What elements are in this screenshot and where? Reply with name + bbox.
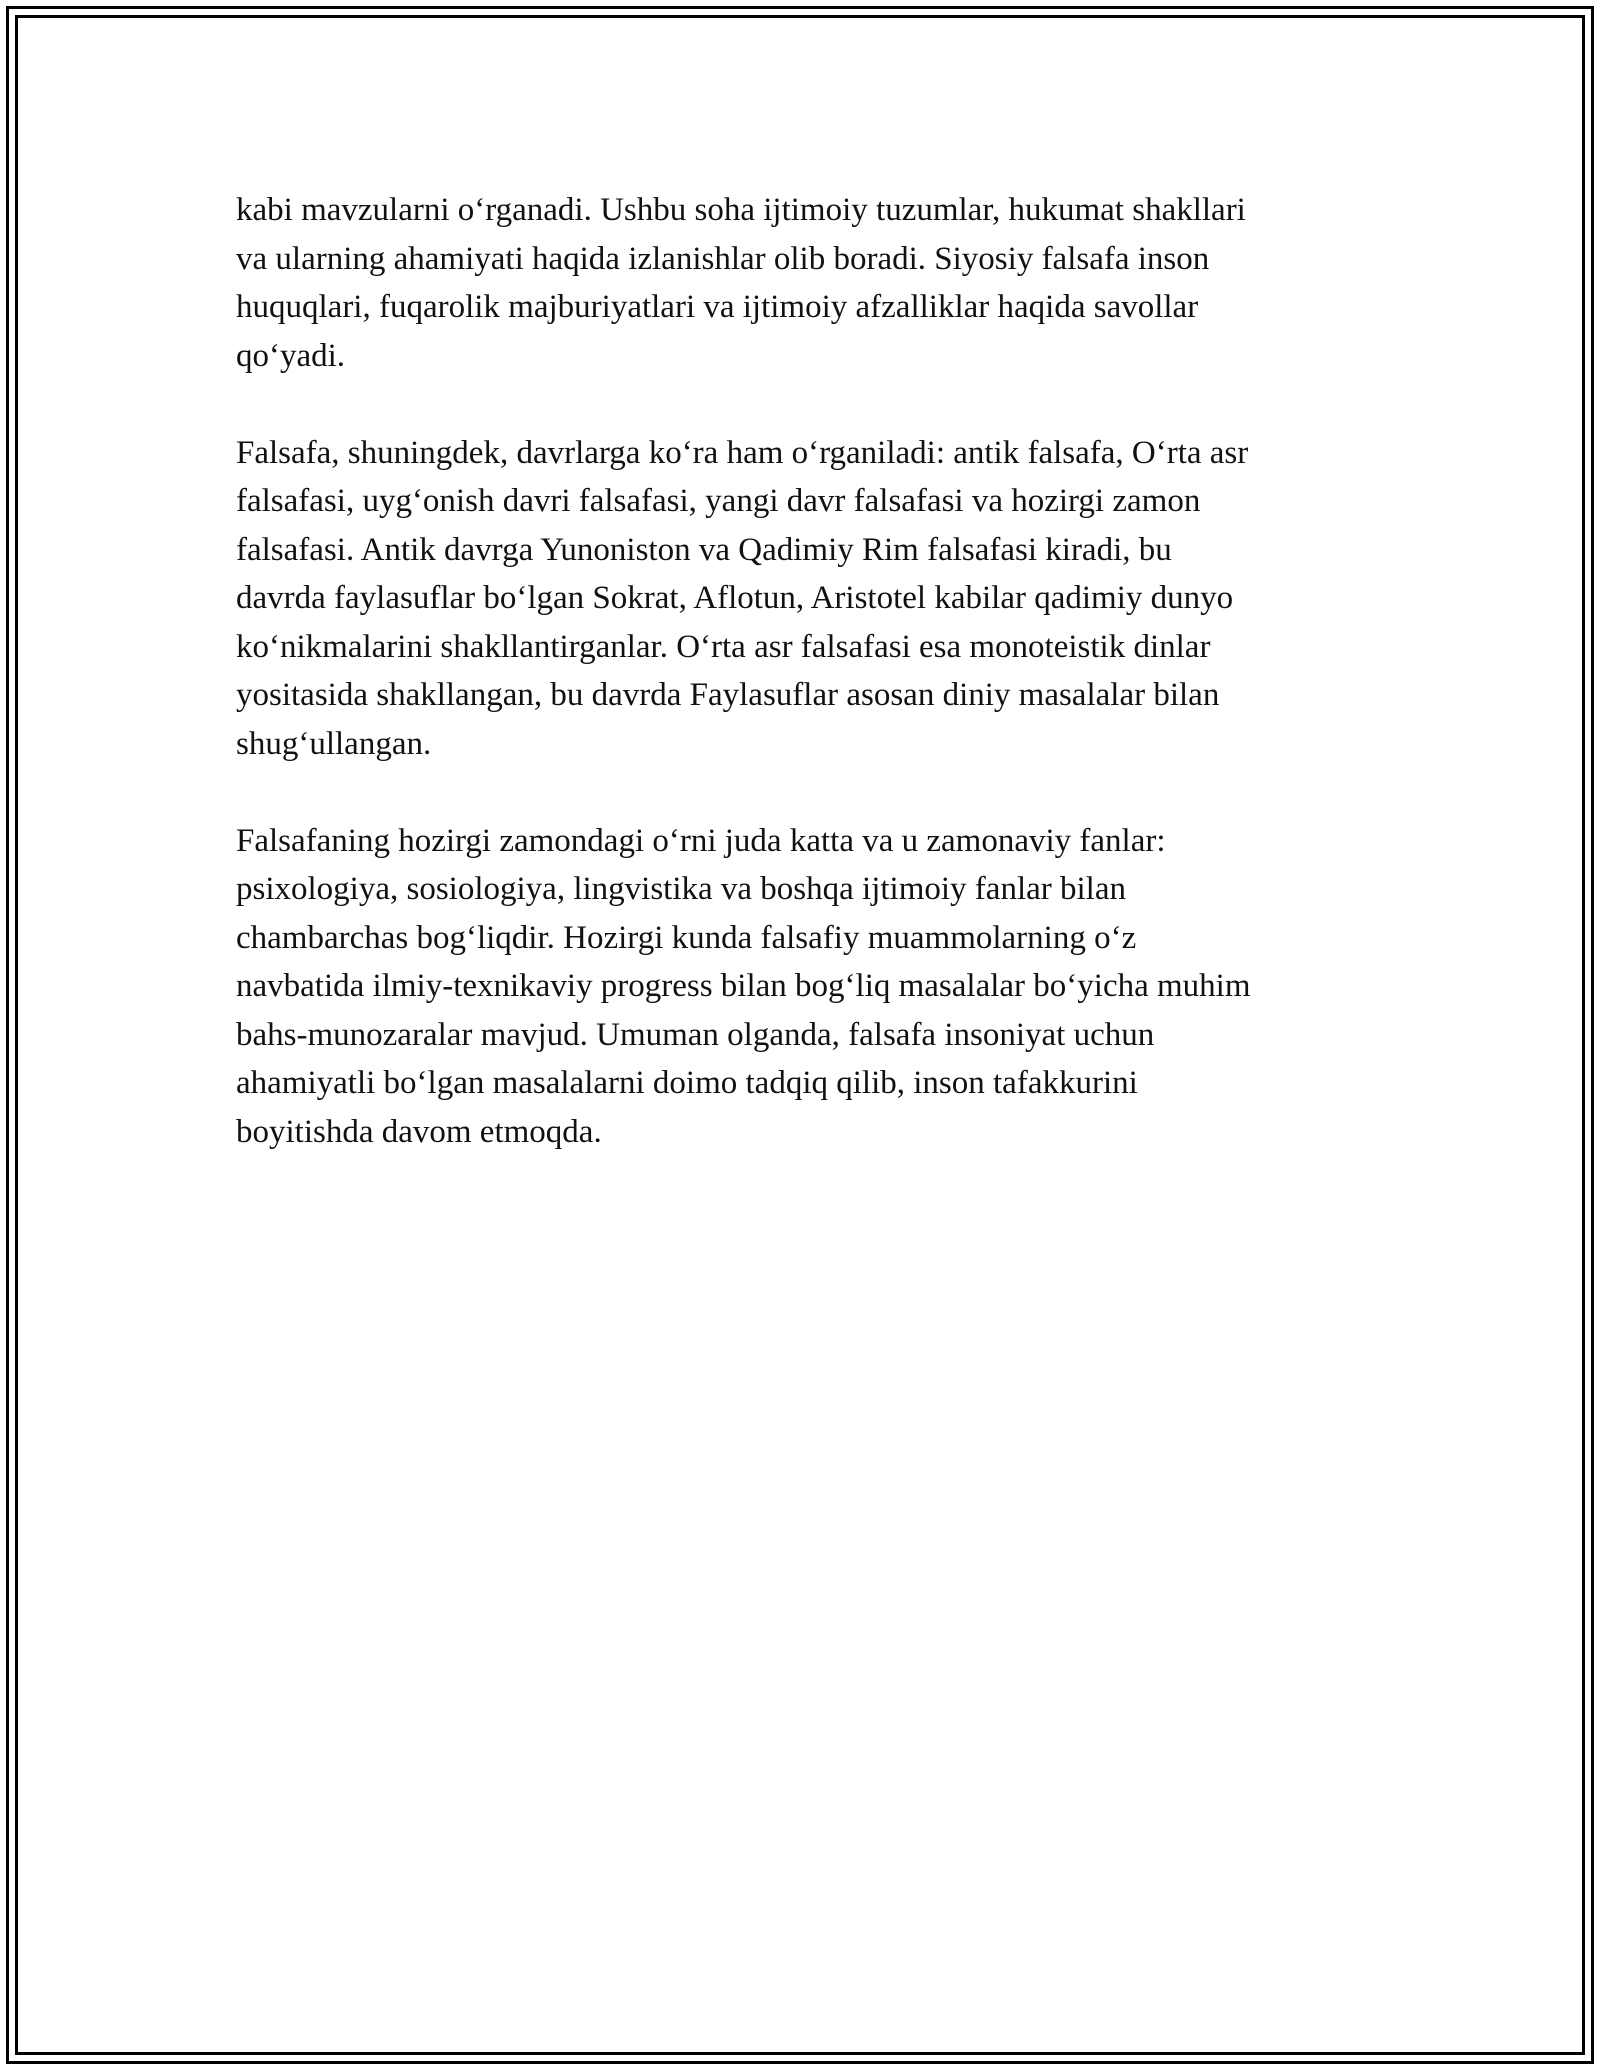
text-line: davrda faylasuflar bo‘lgan Sokrat, Aflotun, Aristotel kabilar qadimiy dunyo [236, 580, 1234, 616]
text-line: falsafasi, uyg‘onish davri falsafasi, yangi davr falsafasi va hozirgi zamon [236, 483, 1201, 519]
text-line: Falsafaning hozirgi zamondagi o‘rni juda katta va u zamonaviy fanlar: [236, 822, 1166, 859]
text-line: ahamiyatli bo‘lgan masalalarni doimo tadqiq qilib, inson tafakkurini [236, 1065, 1138, 1101]
text-line: yositasida shakllangan, bu davrda Faylasuflar asosan diniy masalalar bilan [236, 677, 1220, 713]
text-line: psixologiya, sosiologiya, lingvistika va boshqa ijtimoiy fanlar bilan [236, 871, 1126, 907]
text-line: shug‘ullangan. [236, 725, 432, 762]
paragraph-1 [236, 186, 1366, 380]
text-line: falsafasi. Antik davrga Yunoniston va Qadimiy Rim falsafasi kiradi, bu [236, 531, 1172, 568]
text-line: ko‘nikmalarini shakllantirganlar. O‘rta asr falsafasi esa monoteistik dinlar [236, 628, 1211, 665]
document-body [236, 186, 1366, 1205]
text-line: huquqlari, fuqarolik majburiyatlari va ijtimoiy afzalliklar haqida savollar [236, 289, 1199, 325]
text-line: navbatida ilmiy-texnikaviy progress bilan bog‘liq masalalar bo‘yicha muhim [236, 968, 1251, 1004]
text-line: chambarchas bog‘liqdir. Hozirgi kunda falsafiy muammolarning o‘z [236, 919, 1137, 956]
text-line: kabi mavzularni o‘rganadi. Ushbu soha ijtimoiy tuzumlar, hukumat shakllari [236, 192, 1246, 228]
text-line: bahs-munozaralar mavjud. Umuman olganda, falsafa insoniyat uchun [236, 1016, 1155, 1053]
text-line: boyitishda davom etmoqda. [236, 1113, 602, 1150]
text-line: Falsafa, shuningdek, davrlarga ko‘ra ham o‘rganiladi: antik falsafa, O‘rta asr [236, 434, 1249, 471]
paragraph-3 [236, 817, 1366, 1157]
text-line: va ularning ahamiyati haqida izlanishlar olib boradi. Siyosiy falsafa inson [236, 240, 1210, 277]
text-line: qo‘yadi. [236, 337, 346, 374]
paragraph-2 [236, 429, 1366, 769]
